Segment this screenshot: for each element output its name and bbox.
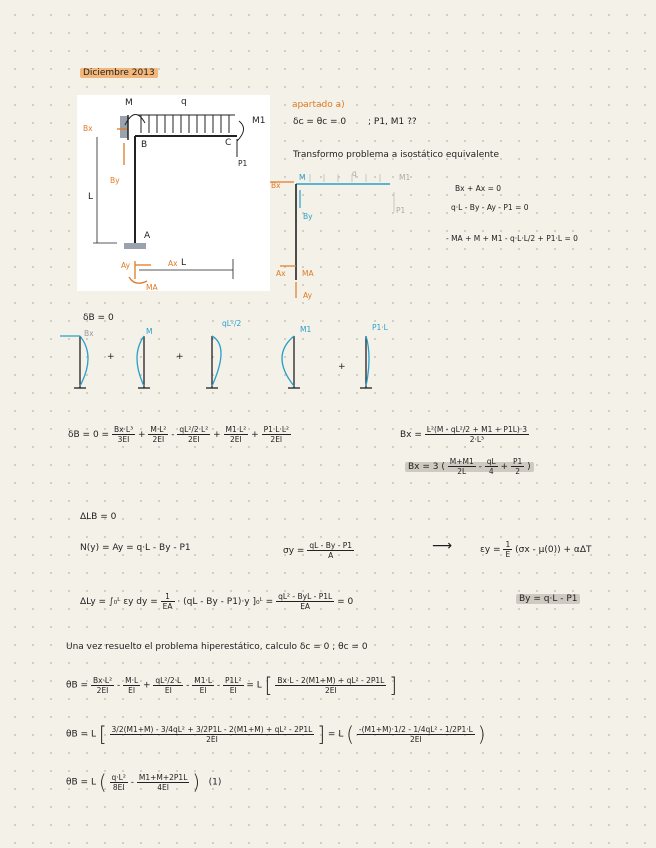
fig-label-Ax: Ax	[168, 259, 178, 268]
normal-force-eq: N(y) = Ay = q·L - By - P1	[80, 543, 191, 553]
deltaB-equation: δB = 0 = $\frac{\text{Bx·L³}}{3EI}$ + $\frac{\text{M·L²}}{2EI}$ - $\frac{\text{qL²/2·L²}}{2EI}$ + $\frac{\text{M1·L²}}{2EI}$ + $\frac{\text{P1·L·L²}}{2EI}$	[68, 425, 290, 444]
superposition-label-qL2: qL²/2	[222, 319, 242, 328]
superposition-title: δB = 0	[83, 313, 114, 323]
eq-fig-M: M	[299, 173, 306, 182]
deltaB-term-1: $\frac{\text{Bx·L³}}{3EI}$	[113, 425, 134, 444]
date-header: Diciembre 2013	[80, 68, 158, 79]
fig-label-B: B	[141, 140, 148, 150]
superposition-plus-2: +	[176, 352, 184, 362]
transform-text: Transformo problema a isostático equivalente	[293, 150, 500, 160]
sigma-eq: σy = $\frac{qL - By - P1}{A}$	[283, 541, 353, 560]
eq-fig-M1: M1	[399, 173, 411, 182]
thetaB-eq-2: θB = L [ $\frac{\text{3/2(M1+M) - 3/4qL² + 3/2P1L - 2(M1+M) + qL² - 2P1L}}{2EI}$ ] = L ( $\frac{\text{-(M1+M)·1/2 - 1/4qL² - 1/2P1·L}}{2EI}$ )	[66, 722, 486, 746]
bx-simplified: Bx = 3 ( $\frac{M+M1}{2L}$ - $\frac{qL}{4}$ + $\frac{P1}{2}$ )	[405, 457, 534, 476]
solve-text: Una vez resuelto el problema hiperestático, calculo δc = 0 ; θc = 0	[66, 642, 368, 652]
deltaLB-title: ΔLB = 0	[80, 512, 117, 522]
deltaB-term-3: $\frac{\text{qL²/2·L²}}{2EI}$	[179, 425, 209, 444]
equilibrium-eq2: q·L - By - Ay - P1 = 0	[451, 203, 529, 212]
fig-label-MA: MA	[146, 283, 158, 292]
superposition-plus-1: +	[107, 352, 115, 362]
superposition-plus-3: +	[338, 362, 346, 372]
fig-label-By: By	[110, 176, 120, 185]
eq-fig-P1: P1	[396, 206, 406, 215]
superposition-label-Bx: Bx	[84, 329, 94, 338]
superposition-label-M: M	[146, 327, 153, 336]
bx-solution: Bx = $\frac{\text{L²(M - qL²/2 + M1 + P1L)·3}}{\text{2·L³}}$	[400, 425, 527, 444]
deltaLy-eq: ΔLy = ∫₀ᴸ εy dy = $\frac{1}{EA}$ · (qL - By - P1)·y ]₀ᴸ = $\frac{\text{qL² - ByL - P1L}}{EA}$ = 0	[80, 592, 354, 611]
fig-label-M: M	[125, 98, 133, 108]
thetaB-eq-3: θB = L ( $\frac{\text{q·L²}}{8EI}$ - $\frac{M1+M+2P1L}{4EI}$ ) (1)	[66, 770, 222, 794]
deltaB-term-2: $\frac{\text{M·L²}}{2EI}$	[150, 425, 167, 444]
arrow: ⟶	[432, 538, 453, 554]
deltaB-term-5: $\frac{\text{P1·L·L²}}{2EI}$	[263, 425, 290, 444]
fig-label-C: C	[225, 138, 232, 148]
eq-fig-Bx: Bx	[271, 181, 281, 190]
fig-label-Bx: Bx	[83, 124, 93, 133]
fig-label-L-vertical: L	[88, 192, 94, 202]
eq-fig-MA: MA	[302, 269, 314, 278]
superposition-label-P1L: P1·L	[372, 323, 388, 332]
fig-label-M1: M1	[252, 116, 266, 126]
eq-fig-q: q	[352, 169, 357, 178]
thetaB-eq-1: θB = $\frac{\text{Bx·L²}}{2EI}$ - $\frac{M\cdot L}{EI}$ + $\frac{\text{qL²/2·L}}{EI}$ - $\frac{M1\cdot L}{EI}$ - $\frac{\text{P1L²}}{EI}$ = L [ $\frac{\text{Bx·L - 2(M1+M) + qL² - 2P1L}}{2EI}$ ]	[66, 673, 398, 697]
eq-fig-Ay: Ay	[303, 291, 313, 300]
fig-label-A: A	[144, 231, 151, 241]
equilibrium-eq3: - MA + M + M1 - q·L·L/2 + P1·L = 0	[446, 234, 578, 243]
fig-label-q: q	[181, 97, 187, 107]
deltaB-term-4: $\frac{\text{M1·L²}}{2EI}$	[225, 425, 247, 444]
eq-fig-By: By	[303, 212, 313, 221]
fig-label-P1: P1	[238, 159, 248, 168]
superposition-label-M1: M1	[300, 325, 312, 334]
equilibrium-eq1: Bx + Ax = 0	[455, 184, 502, 193]
apartado-conditions: δc = θc = 0	[293, 117, 347, 127]
apartado-title: apartado a)	[292, 100, 345, 110]
eq-fig-Ax: Ax	[276, 269, 286, 278]
apartado-unknowns: ; P1, M1 ??	[368, 117, 417, 127]
epsilon-eq: εy = $\frac{1}{E}$ (σx - μ(0)) + αΔT	[480, 540, 592, 559]
fig-label-Ay: Ay	[121, 261, 131, 270]
fig-label-L-horizontal: L	[181, 258, 187, 268]
by-result: By = q·L - P1	[516, 594, 580, 605]
equivalent-figure	[270, 170, 410, 305]
